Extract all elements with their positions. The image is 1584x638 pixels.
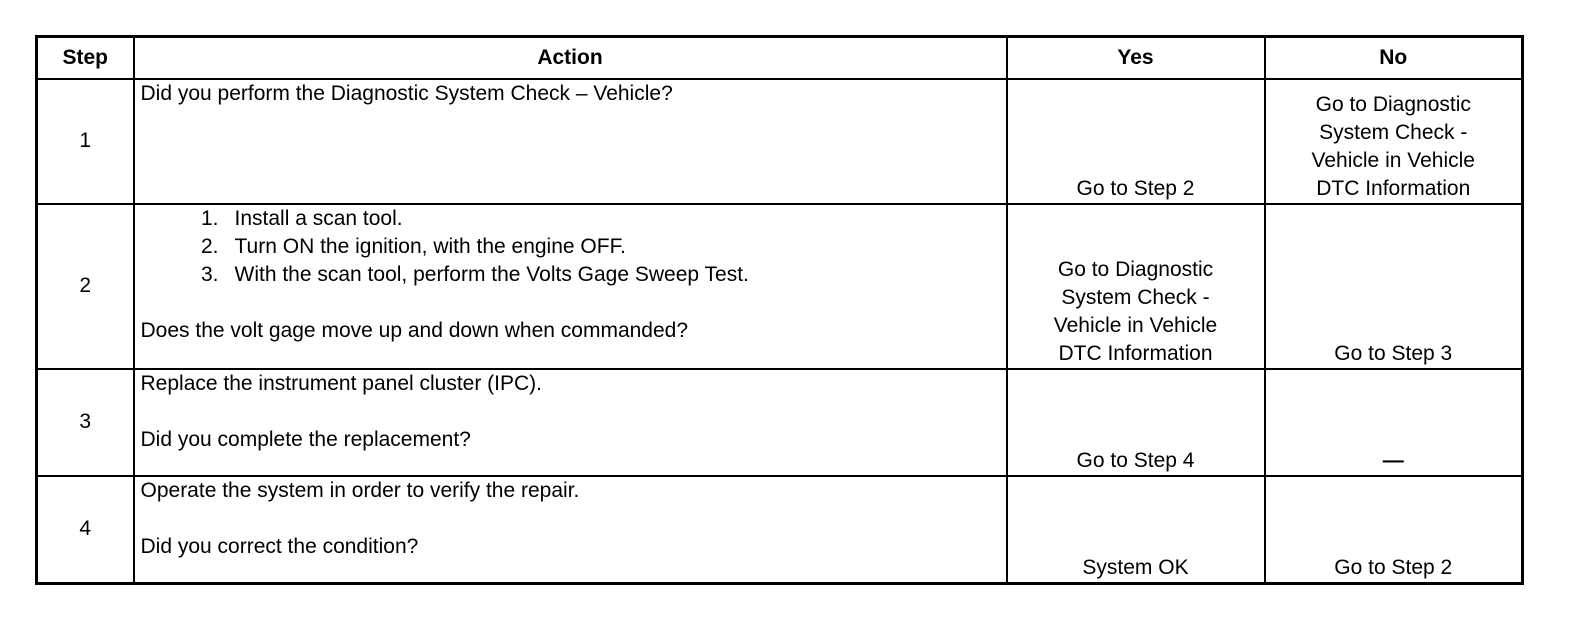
action-text: Operate the system in order to verify the repair. — [140, 478, 580, 502]
table-row — [37, 369, 1523, 476]
no-text: — — [1382, 448, 1404, 472]
no-cell — [1265, 204, 1523, 369]
table-header-row — [37, 37, 1523, 79]
table-row — [37, 79, 1523, 204]
action-cell — [134, 79, 1007, 204]
step-number: 1 — [37, 79, 134, 204]
diagnostic-table — [35, 35, 1524, 585]
action-step-item — [200, 233, 1000, 261]
yes-cell — [1007, 369, 1265, 476]
no-text: Go to Step 3 — [1334, 341, 1453, 365]
header-step: Step — [37, 37, 134, 79]
table-row — [37, 476, 1523, 584]
action-step-text: Install a scan tool. — [234, 206, 403, 230]
no-cell — [1265, 79, 1523, 204]
action-text: Did you perform the Diagnostic System Check – Vehicle? — [140, 81, 673, 105]
action-step-list — [141, 205, 1000, 289]
action-step-number: 1. — [200, 206, 219, 230]
yes-text: Go to Step 2 — [1076, 176, 1195, 200]
yes-cell — [1007, 204, 1265, 369]
action-question: Did you correct the condition? — [140, 534, 419, 558]
no-text-line: Go to Diagnostic — [1315, 92, 1471, 116]
action-step-text: With the scan tool, perform the Volts Gage Sweep Test. — [234, 262, 749, 286]
yes-text-line: Vehicle in Vehicle — [1053, 313, 1218, 337]
yes-text: Go to Step 4 — [1076, 448, 1195, 472]
action-step-number: 2. — [200, 234, 219, 258]
no-text-line: DTC Information — [1316, 176, 1471, 200]
action-question: Did you complete the replacement? — [140, 427, 471, 451]
step-number: 2 — [37, 204, 134, 369]
yes-text-line: Go to Diagnostic — [1057, 257, 1214, 281]
action-step-item — [200, 261, 1000, 289]
no-cell — [1265, 369, 1523, 476]
no-text-line: System Check - — [1319, 120, 1468, 144]
yes-cell — [1007, 79, 1265, 204]
yes-text-line: DTC Information — [1058, 341, 1213, 365]
table-row — [37, 204, 1523, 369]
yes-cell — [1007, 476, 1265, 584]
step-number: 3 — [37, 369, 134, 476]
yes-text: System OK — [1082, 556, 1189, 579]
header-no: No — [1265, 37, 1523, 79]
action-step-number: 3. — [200, 262, 219, 286]
no-text: Go to Step 2 — [1334, 556, 1453, 579]
action-cell — [134, 369, 1007, 476]
yes-text-line: System Check - — [1061, 285, 1210, 309]
no-cell — [1265, 476, 1523, 584]
header-yes: Yes — [1007, 37, 1265, 79]
action-step-item — [200, 205, 1000, 233]
action-text: Replace the instrument panel cluster (IPC). — [140, 371, 543, 395]
action-cell — [134, 204, 1007, 369]
action-step-text: Turn ON the ignition, with the engine OFF. — [234, 234, 626, 258]
action-cell — [134, 476, 1007, 584]
step-number: 4 — [37, 476, 134, 584]
action-question: Does the volt gage move up and down when commanded? — [140, 318, 689, 342]
header-action: Action — [134, 37, 1007, 79]
no-text-line: Vehicle in Vehicle — [1311, 148, 1475, 172]
